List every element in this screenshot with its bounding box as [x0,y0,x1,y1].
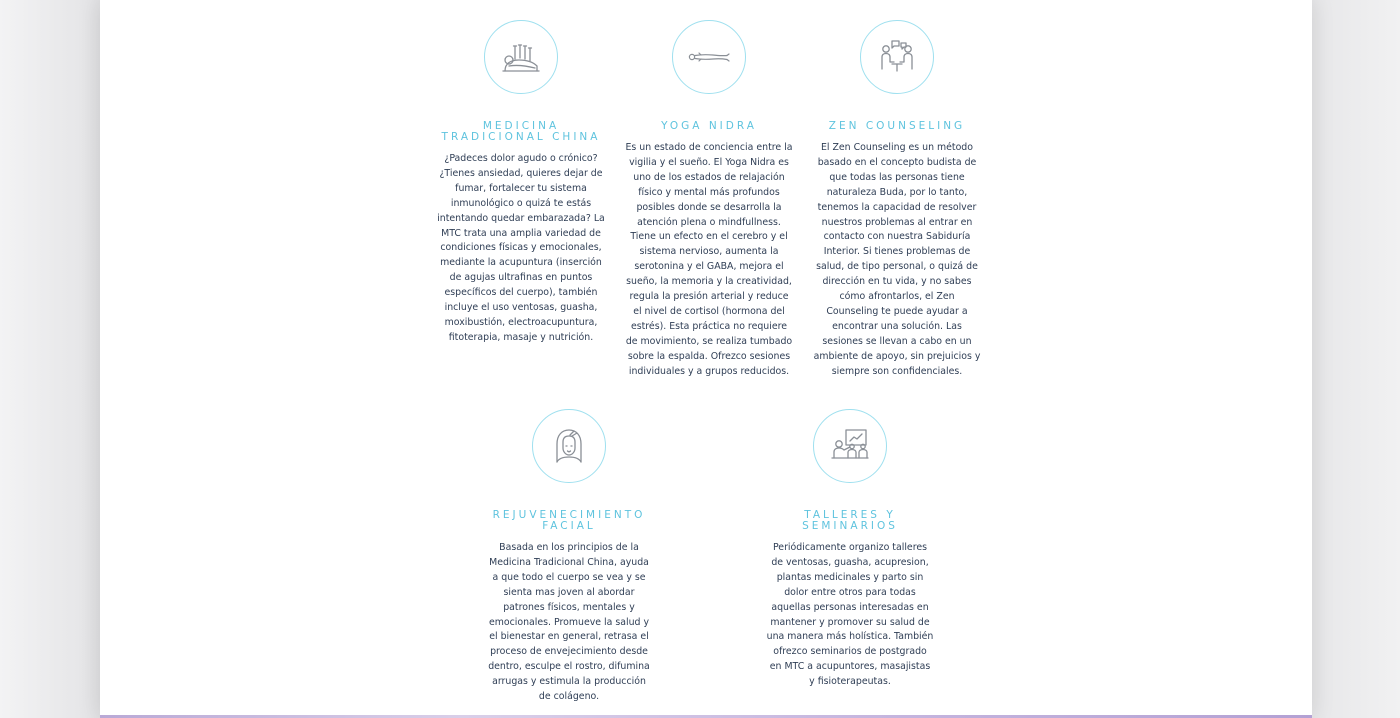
service-card-workshops [762,409,938,690]
counseling-icon [873,33,921,81]
service-card-yoga-nidra [621,20,797,380]
service-description: Basada en los principios de la Medicina Tradicional China, ayuda a que todo el cuerpo se vea y se sienta mas joven al abordar patrones físicos, mentales y emocionales. Promueve la salud y el bienestar en general, retrasa el proceso de envejecimiento desde dentro, esculpe el rostro, difumina arrugas y estimula la producción de colágeno. [488,542,650,703]
acupuncture-icon [497,33,545,81]
counseling-icon-circle [860,20,934,94]
service-description: Es un estado de conciencia entre la vigilia y el sueño. El Yoga Nidra es uno de los estados de relajación físico y mental más profundos posibles donde se desarrolla la atención plena o mindfullness. Tiene un efecto en el cerebro y el sistema nervioso, aumenta la serotonina y el GABA, mejora el sueño, la memoria y la creatividad, regula la presión arterial y reduce el nivel de cortisol (hormona del estrés). Esta práctica no requiere de movimiento, se realiza tumbado sobre la espalda. Ofrezco sesiones individuales y a grupos reducidos. [625,142,793,377]
service-description: El Zen Counseling es un método basado en el concepto budista de que todas las personas tiene naturaleza Buda, por lo tanto, tenemos la capacidad de resolver nuestros problemas al entrar en contacto con nuestra Sabiduría Interior. Si tienes problemas de salud, de tipo personal, o quizá de dirección en tu vida, y no sabes cómo afrontarlos, el Zen Counseling te puede ayudar a encontrar una solución. Las sesiones se llevan a cabo en un ambiente de apoyo, sin prejuicios y siempre son confidenciales. [813,142,981,377]
service-card-zen-counseling [809,20,985,380]
workshop-icon-circle [813,409,887,483]
workshop-icon [826,422,874,470]
service-title: TALLERES Y SEMINARIOS [802,509,898,532]
service-description: ¿Padeces dolor agudo o crónico? ¿Tienes ansiedad, quieres dejar de fumar, fortalecer tu sistema inmunológico o quizá te estás intentando quedar embarazada? La MTC trata una amplia variedad de condiciones físicas y emocionales, mediante la acupuntura (inserción de agujas ultrafinas en puntos específicos del cuerpo), también incluye el uso ventosas, guasha, moxibustión, electroacupuntura, fitoterapia, masaje y nutrición. [437,153,605,343]
yoga-nidra-icon [685,33,733,81]
acupuncture-icon-circle [484,20,558,94]
service-description: Periódicamente organizo talleres de ventosas, guasha, acupresion, plantas medicinales y parto sin dolor entre otros para todas aquellas personas interesadas en mantener y promover su salud de una manera más holística. También ofrezco seminarios de postgrado en MTC a acupuntores, masajistas y fisioterapeutas. [766,542,934,688]
service-title: YOGA NIDRA [661,120,757,132]
service-card-mtc [433,20,609,346]
service-title: ZEN COUNSELING [828,120,966,132]
service-title: MEDICINA TRADICIONAL CHINA [441,120,601,143]
service-title: REJUVENECIMIENTO FACIAL [492,509,646,532]
yoga-nidra-icon-circle [672,20,746,94]
face-icon-circle [532,409,606,483]
service-card-facial [481,409,657,705]
face-icon [545,422,593,470]
